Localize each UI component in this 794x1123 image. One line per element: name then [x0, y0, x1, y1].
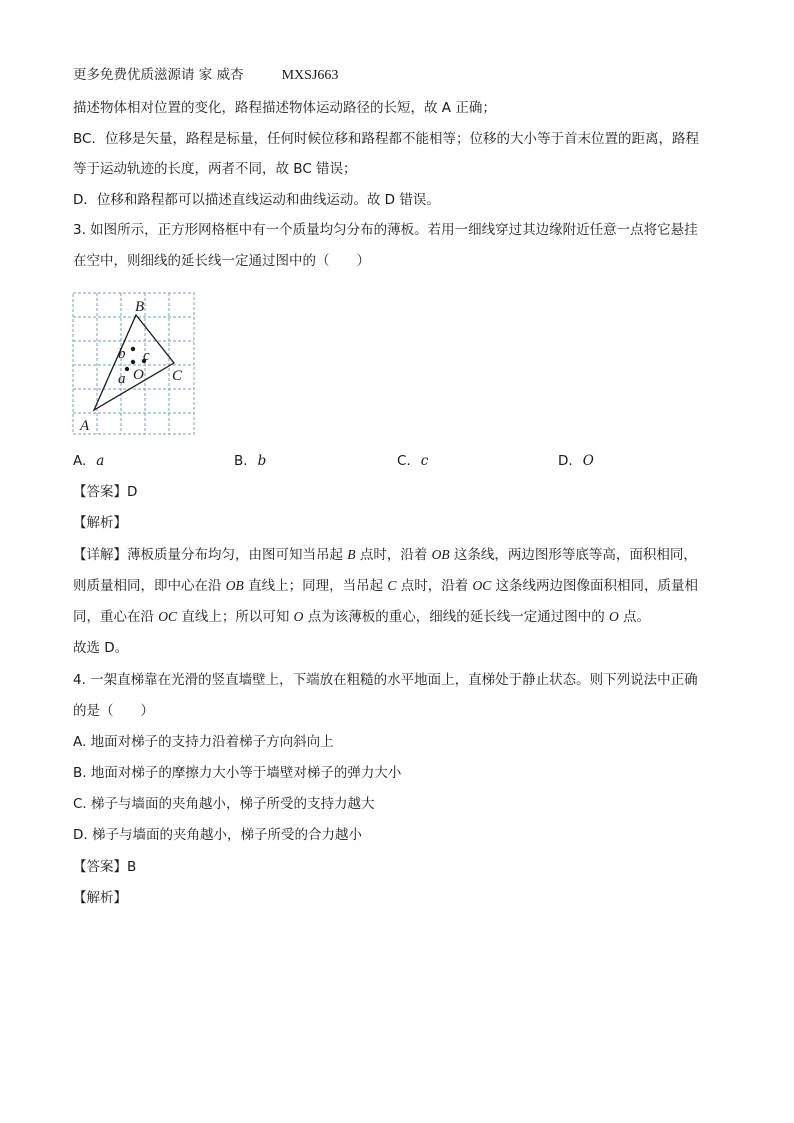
- q4-analysis-tag: 【解析】: [73, 890, 127, 906]
- prev-answer-line-3: 等于运动轨迹的长度，两者不同，故 BC 错误；: [73, 161, 357, 177]
- q3-detail-line-2: 则质量相同，即中心在沿 OB 直线上；同理，当吊起 C 点时，沿着 OC 这条线两边图像面积相同，质量相: [73, 578, 699, 594]
- q3-answer: 【答案】D: [73, 484, 138, 500]
- q4-answer: 【答案】B: [73, 859, 137, 875]
- q3-detail-line-1: 【详解】薄板质量分布均匀，由图可知当吊起 B 点时，沿着 OB 这条线，两边图形等底等高，面积相同，: [73, 547, 697, 563]
- q3-stem-line-2: 在空中，则细线的延长线一定通过图中的（ ）: [73, 253, 370, 269]
- label-O: O: [133, 367, 144, 383]
- q3-detail-line-3: 同，重心在沿 OC 直线上；所以可知 O 点为该薄板的重心，细线的延长线一定通过图中的 O 点。: [73, 609, 651, 625]
- q3-option-a: A. a: [73, 453, 105, 469]
- q3-stem-line-1: 3. 如图所示，正方形网格框中有一个质量均匀分布的薄板。若用一细线穿过其边缘附近任意一点将它悬挂: [73, 222, 698, 238]
- label-a: a: [118, 371, 126, 387]
- q4-option-d: D. 梯子与墙面的夹角越小，梯子所受的合力越小: [73, 827, 362, 843]
- label-b: b: [118, 346, 126, 362]
- label-c: c: [143, 348, 150, 364]
- q3-option-d: D. O: [558, 453, 594, 469]
- q4-stem-line-2: 的是（ ）: [73, 703, 154, 719]
- q3-figure: [70, 290, 200, 438]
- q4-stem-line-1: 4. 一架直梯靠在光滑的竖直墙壁上，下端放在粗糙的水平地面上，直梯处于静止状态。则下列说法中正确: [73, 672, 698, 688]
- prev-answer-line-1: 描述物体相对位置的变化，路程描述物体运动路径的长短，故 A 正确；: [73, 100, 496, 116]
- label-B: B: [135, 299, 145, 315]
- header-code: MXSJ663: [281, 68, 339, 83]
- point-b: [131, 347, 135, 351]
- label-C: C: [172, 368, 183, 384]
- q4-option-b: B. 地面对梯子的摩擦力大小等于墙壁对梯子的弹力大小: [73, 765, 402, 781]
- prev-answer-line-2: BC．位移是矢量，路程是标量，任何时候位移和路程都不能相等；位移的大小等于首末位置的距离，路程: [73, 131, 699, 147]
- q3-option-c: C. c: [397, 453, 429, 469]
- q4-option-a: A. 地面对梯子的支持力沿着梯子方向斜向上: [73, 734, 334, 750]
- q3-option-b: B. b: [234, 453, 267, 469]
- prev-answer-line-4: D．位移和路程都可以描述直线运动和曲线运动。故 D 错误。: [73, 192, 440, 208]
- q3-detail-line-4: 故选 D。: [73, 640, 129, 656]
- label-A: A: [80, 418, 90, 434]
- header-promo: 更多免费优质滋源请 家 威杏: [73, 67, 244, 83]
- q3-analysis-tag: 【解析】: [73, 515, 127, 531]
- header-watermark: [73, 66, 338, 85]
- q4-option-c: C. 梯子与墙面的夹角越小，梯子所受的支持力越大: [73, 796, 375, 812]
- point-o: [131, 360, 135, 364]
